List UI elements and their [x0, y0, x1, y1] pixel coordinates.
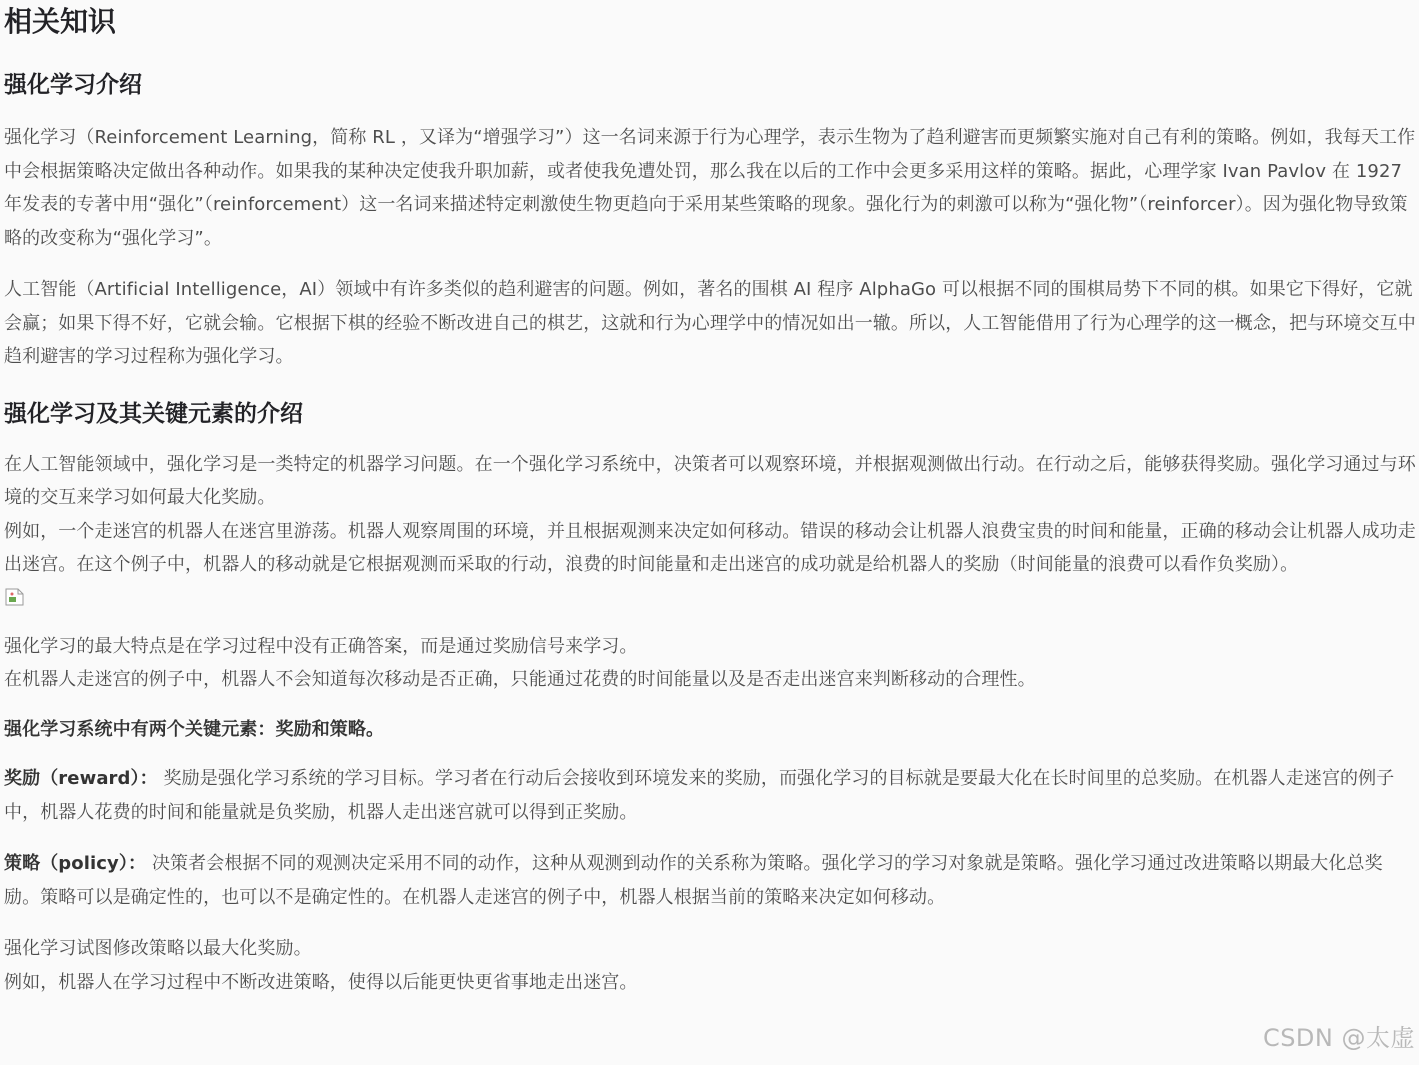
policy-label: 策略（policy）：: [4, 853, 147, 874]
reward-text: 奖励是强化学习系统的学习目标。学习者在行动后会接收到环境发来的奖励，而强化学习的目标就是要最大化在长时间里的总奖励。在机器人走迷宫的例子中，机器人花费的时间和能量就是负奖励，机器人走出迷宫就可以得到正奖励。: [4, 768, 1395, 823]
section-heading-rl-intro: 强化学习介绍: [4, 72, 142, 98]
paragraph-key-elements: [4, 713, 1416, 747]
key-elements-text: 强化学习系统中有两个关键元素：奖励和策略。: [4, 718, 385, 740]
maze-feedback-text: 在机器人走迷宫的例子中，机器人不会知道每次移动是否正确，只能通过花费的时间能量以及是否走出迷宫来判断移动的合理性。: [4, 669, 1036, 690]
paragraph-reward: [4, 762, 1416, 829]
section-heading-key-elements: 强化学习及其关键元素的介绍: [4, 400, 303, 427]
broken-image-icon: [4, 586, 26, 608]
maze-robot-example-text: 例如，一个走迷宫的机器人在迷宫里游荡。机器人观察周围的环境，并且根据观测来决定如何移动。错误的移动会让机器人浪费宝贵的时间和能量，正确的移动会让机器人成功走出迷宫。在这个例子中，机器人的移动就是它根据观测而采取的行动，浪费的时间能量和走出迷宫的成功就是给机器人的奖励（时间能量的浪费可以看作负奖励）。: [4, 520, 1416, 575]
rl-feature-text: 强化学习的最大特点是在学习过程中没有正确答案，而是通过奖励信号来学习。: [4, 635, 638, 657]
paragraph-rl-feature: [4, 630, 1416, 697]
paragraph-rl-origin: 强化学习（Reinforcement Learning，简称 RL ，又译为“增强学习”）这一名词来源于行为心理学，表示生物为了趋利避害而更频繁实施对自己有利的策略。例如，我每天工作中会根据策略决定做出各种动作。如果我的某种决定使我升职加薪，或者使我免遭处罚，那么我在以后的工作中会更多采用这样的策略。据此，心理学家 Ivan Pavlov 在 1927 年发表的专著中用“强化”（reinforcement）这一名词来描述特定刺激使生物更趋向于采用某些策略的现象。强化行为的刺激可以称为“强化物”（reinforcer）。因为强化物导致策略的改变称为“强化学习”。: [4, 127, 1416, 249]
summary-example-text: 例如，机器人在学习过程中不断改进策略，使得以后能更快更省事地走出迷宫。: [4, 971, 638, 993]
csdn-watermark: CSDN @太虚: [1262, 1024, 1415, 1052]
paragraph-rl-definition: [4, 448, 1416, 582]
reward-label: 奖励（reward）：: [4, 768, 158, 789]
paragraph-policy: [4, 847, 1416, 914]
page-title: 相关知识: [4, 5, 117, 38]
policy-text: 决策者会根据不同的观测决定采用不同的动作，这种从观测到动作的关系称为策略。强化学习的学习对象就是策略。强化学习通过改进策略以期最大化总奖励。策略可以是确定性的，也可以不是确定性的。在机器人走迷宫的例子中，机器人根据当前的策略来决定如何移动。: [4, 853, 1383, 908]
rl-definition-text: 在人工智能领域中，强化学习是一类特定的机器学习问题。在一个强化学习系统中，决策者可以观察环境，并根据观测做出行动。在行动之后，能够获得奖励。强化学习通过与环境的交互来学习如何最大化奖励。: [4, 453, 1416, 508]
paragraph-summary: [4, 932, 1416, 999]
article-body: [4, 0, 1416, 999]
summary-text: 强化学习试图修改策略以最大化奖励。: [4, 938, 312, 959]
paragraph-ai-analogy: 人工智能（Artificial Intelligence，AI）领域中有许多类似的趋利避害的问题。例如，著名的围棋 AI 程序 AlphaGo 可以根据不同的围棋局势下不同的棋。如果它下得好，它就会赢；如果下得不好，它就会输。它根据下棋的经验不断改进自己的棋艺，这就和行为心理学中的情况如出一辙。所以，人工智能借用了行为心理学的这一概念，把与环境交互中趋利避害的学习过程称为强化学习。: [4, 279, 1416, 367]
